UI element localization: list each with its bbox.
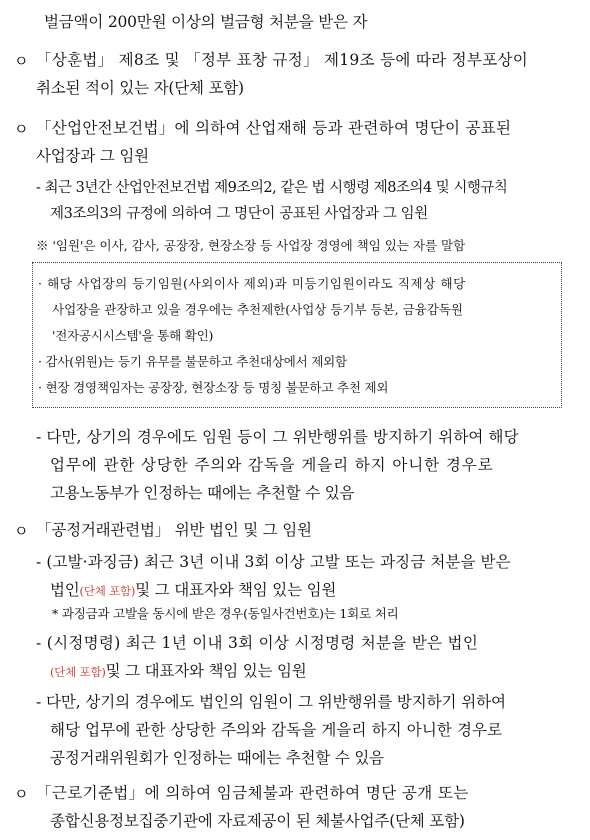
circle-bullet-icon: ㅇ xyxy=(14,52,29,70)
text-line: 고용노동부가 인정하는 때에는 추천할 수 있음 xyxy=(50,484,355,502)
text-line: 「근로기준법」에 의하여 임금체불과 관련하여 명단 공개 또는 xyxy=(36,784,469,802)
text-line: - 최근 3년간 산업안전보건법 제9조의2, 같은 법 시행령 제8조의4 및 시행규칙 xyxy=(36,180,508,196)
highlight-text: (단체 포함) xyxy=(79,584,136,598)
note-line: * 과징금과 고발을 동시에 받은 경우(동일사건번호)는 1회로 처리 xyxy=(52,606,399,621)
box-line: · 해당 사업장의 등기임원(사외이사 제외)과 미등기임원이라도 직제상 해당 xyxy=(38,276,466,291)
text-line: 벌금액이 200만원 이상의 벌금형 처분을 받은 자 xyxy=(44,13,368,31)
box-line: 사업장을 관장하고 있을 경우에는 추천제한(사업상 등기부 등본, 금융감독원 xyxy=(52,302,463,317)
text-line: - (고발·과징금) 최근 3년 이내 3회 이상 고발 또는 과징금 처분을 받은 xyxy=(36,553,511,571)
text-segment: 및 그 대표자와 책임 있는 임원 xyxy=(105,662,307,680)
box-line: · 감사(위원)는 등기 유무를 불문하고 추천대상에서 제외함 xyxy=(38,354,347,369)
box-line: '전자공시시스템'을 통해 확인) xyxy=(52,328,214,343)
text-line: 「상훈법」 제8조 및 「정부 표창 규정」 제19조 등에 따라 정부포상이 xyxy=(36,51,529,69)
highlight-text: (단체 포함) xyxy=(50,665,106,679)
circle-bullet-icon: ㅇ xyxy=(14,120,29,138)
text-line: 해당 업무에 관한 상당한 주의와 감독을 게을리 하지 아니한 경우로 xyxy=(50,721,503,739)
text-line: 「공정거래관련법」 위반 법인 및 그 임원 xyxy=(36,521,312,539)
text-line: 종합신용정보집중기관에 자료제공이 된 체불사업주(단체 포함) xyxy=(50,812,465,830)
text-line: 「산업안전보건법」에 의하여 산업재해 등과 관련하여 명단이 공표된 xyxy=(36,119,512,137)
text-line: 취소된 적이 있는 자(단체 포함) xyxy=(36,79,244,97)
text-line: - 다만, 상기의 경우에도 법인의 임원이 그 위반행위를 방지하기 위하여 xyxy=(36,693,506,711)
text-segment: 및 그 대표자와 책임 있는 임원 xyxy=(135,581,337,599)
text-line: 공정거래위원회가 인정하는 때에는 추천할 수 있음 xyxy=(50,749,384,767)
text-line: 업무에 관한 상당한 주의와 감독을 게을리 하지 아니한 경우로 xyxy=(50,456,494,474)
note-line: ※ '임원'은 이사, 감사, 공장장, 현장소장 등 사업장 경영에 책임 있는 자를 말함 xyxy=(36,238,466,253)
text-line: - (시정명령) 최근 1년 이내 3회 이상 시정명령 처분을 받은 법인 xyxy=(36,634,479,652)
text-segment: 법인 xyxy=(50,581,80,599)
text-line: - 다만, 상기의 경우에도 임원 등이 그 위반행위를 방지하기 위하여 해당 xyxy=(36,428,519,446)
text-line: 사업장과 그 임원 xyxy=(36,147,149,165)
text-line-mixed xyxy=(50,578,336,600)
box-line: · 현장 경영책임자는 공장장, 현장소장 등 명칭 불문하고 추천 제외 xyxy=(38,380,389,395)
circle-bullet-icon: ㅇ xyxy=(14,785,29,803)
circle-bullet-icon: ㅇ xyxy=(14,522,29,540)
text-line-mixed xyxy=(50,659,307,681)
text-line: 제3조의3의 규정에 의하여 그 명단이 공표된 사업장과 그 임원 xyxy=(50,206,428,222)
